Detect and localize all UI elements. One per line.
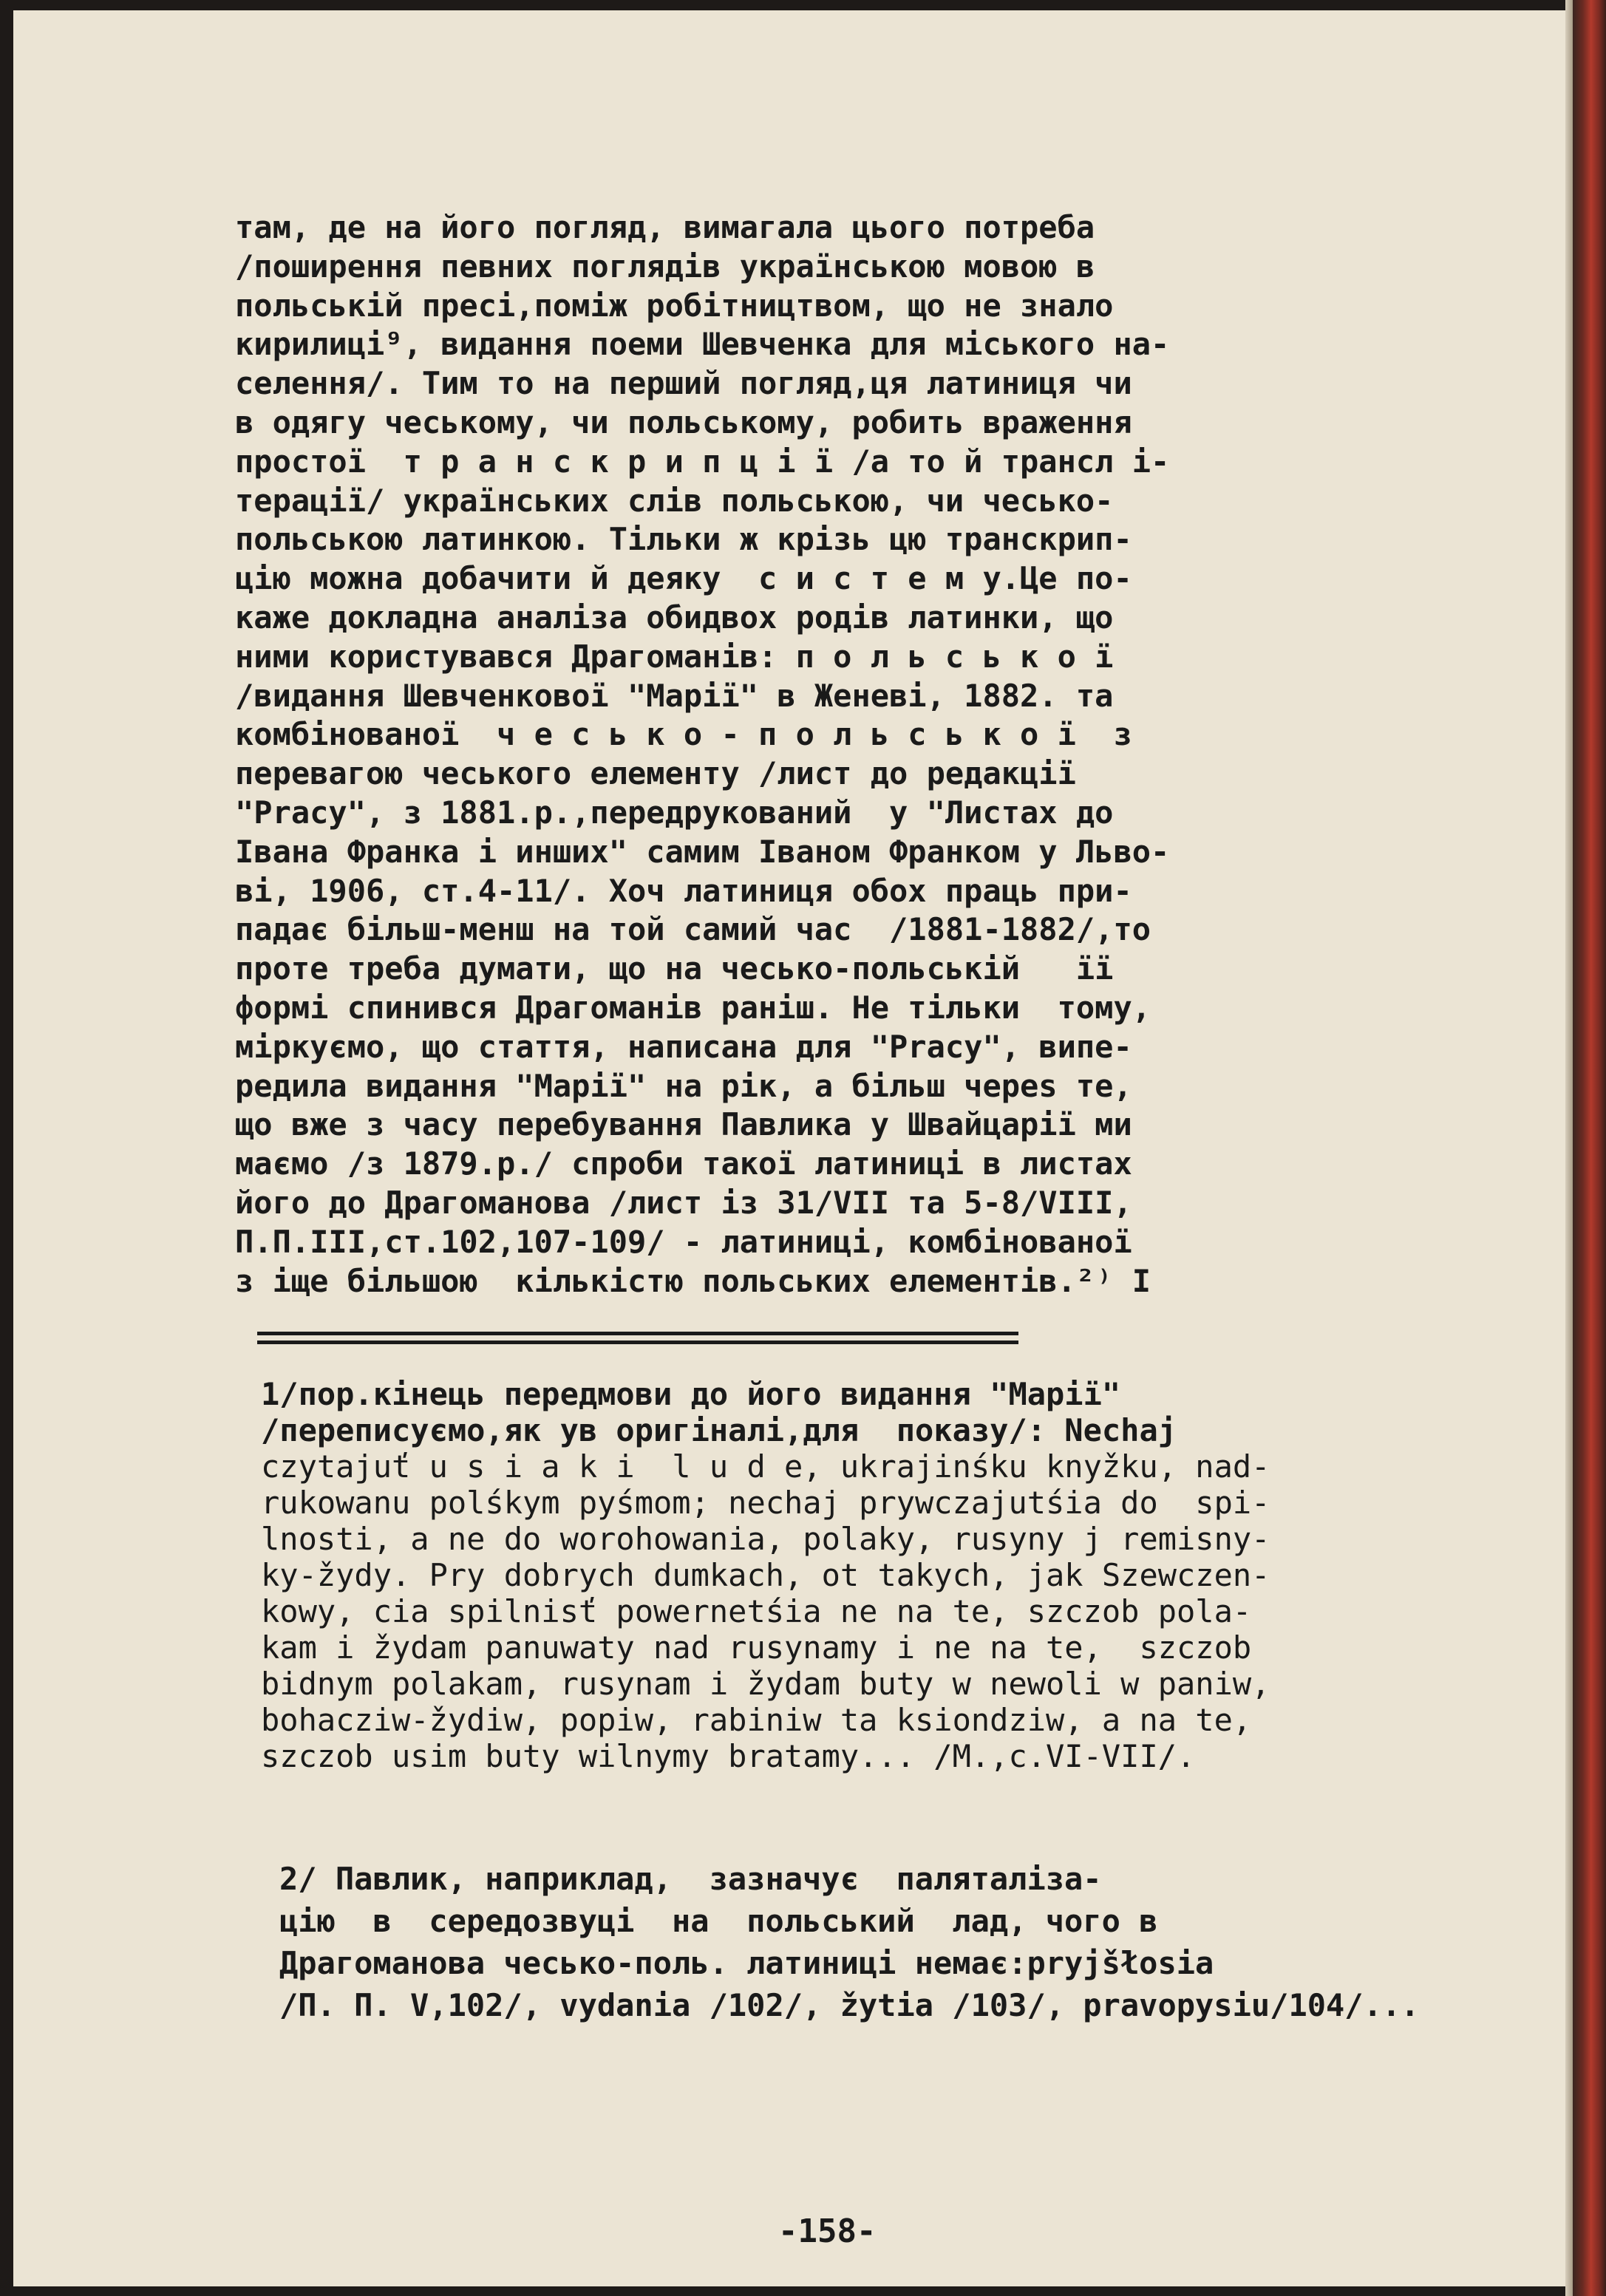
footnote-line: kowy, cia spilnisť powernetśia ne na te, szczob pola-	[261, 1593, 1252, 1629]
footnote-divider	[257, 1332, 1018, 1335]
footnote-line: Драгоманова чесько-поль. латиниці немає:pryjšłosia	[279, 1945, 1214, 1981]
footnote-line: lnosti, a ne do worohowania, polaky, rusyny j remisny-	[261, 1521, 1270, 1557]
footnote-line: bidnym polakam, rusynam i žydam buty w newoli w paniw,	[261, 1666, 1270, 1702]
footnote-line: 2/ Павлик, наприклад, зазначує паляталіза-	[279, 1861, 1102, 1897]
footnote-line: bohacziw-žydiw, popiw, rabiniw ta ksiondziw, a na te,	[261, 1702, 1252, 1738]
document-page	[13, 10, 1580, 2286]
text-line: редила видання "Марії" на рік, а більш череs те,	[235, 1067, 1132, 1104]
text-line: цію можна добачити й деяку с и с т е м у.Це по-	[235, 560, 1132, 597]
footnote-divider	[257, 1341, 1018, 1344]
footnote-line: /П. П. V,102/, vydania /102/, žytia /103/, pravopysiu/104/...	[279, 1987, 1420, 2023]
footnote-line: /переписуємо,як ув оригіналі,для показу/: Nechaj	[261, 1412, 1177, 1448]
text-line: терації/ українських слів польською, чи чесько-	[235, 482, 1114, 519]
text-line: падає більш-менш на той самий час /1881-1882/,то	[235, 911, 1151, 948]
text-line: ними користувався Драгоманів: п о л ь с ь к о ї	[235, 638, 1114, 675]
footnote-line: 1/пор.кінець передмови до його видання "Марії"	[261, 1376, 1121, 1412]
footnote-line: rukowanu polśkym pyśmom; nechaj prywczajutśia do spi-	[261, 1485, 1270, 1521]
text-line: маємо /з 1879.р./ спроби такої латиниці в листах	[235, 1145, 1132, 1182]
footnote-line: czytajuť u s i a k i l u d e, ukrajinśku knyžku, nad-	[261, 1448, 1270, 1485]
text-line: П.П.III,ст.102,107-109/ - латиниці, комбінованої	[235, 1223, 1132, 1260]
main-text-block	[235, 208, 1462, 1301]
book-binding	[1573, 0, 1606, 2296]
text-line: формі спинився Драгоманів раніш. Не тільки тому,	[235, 989, 1151, 1026]
footnote-2	[279, 1858, 1491, 2026]
footnote-line: szczob usim buty wilnymy bratamy... /М.,с.VI-VII/.	[261, 1738, 1196, 1774]
page-number: -158-	[778, 2212, 877, 2250]
text-line: комбінованої ч е с ь к о - п о л ь с ь к о ї з	[235, 716, 1132, 753]
text-line: що вже з часу перебування Павлика у Швайцарії ми	[235, 1106, 1132, 1143]
footnote-1	[261, 1376, 1473, 1774]
text-line: /видання Шевченкової "Марії" в Женеві, 1882. та	[235, 677, 1114, 714]
text-line: каже докладна аналіза обидвох родів латинки, що	[235, 599, 1114, 636]
text-line: перевагою чеського елементу /лист до редакції	[235, 755, 1076, 792]
text-line: проте треба думати, що на чесько-польській її	[235, 950, 1114, 987]
text-line: "Pracy", з 1881.р.,передрукований у "Листах до	[235, 794, 1114, 831]
footnote-line: цію в середозвуці на польський лад, чого в	[279, 1903, 1158, 1939]
text-line: там, де на його погляд, вимагала цього потреба	[235, 209, 1095, 245]
text-line: польській пресі,поміж робітництвом, що не знало	[235, 287, 1114, 324]
text-line: міркуємо, що стаття, написана для "Pracy", випе-	[235, 1028, 1132, 1065]
text-line: Івана Франка і инших" самим Іваном Франком у Льво-	[235, 833, 1170, 870]
footnote-line: ky-žydy. Pry dobrych dumkach, ot takych, jak Szewczen-	[261, 1557, 1270, 1593]
text-line: кирилиці⁹, видання поеми Шевченка для міського на-	[235, 326, 1170, 363]
text-line: з іще більшою кількістю польських елементів.²⁾ І	[235, 1262, 1151, 1299]
text-line: його до Драгоманова /лист із 31/VII та 5-8/VIII,	[235, 1184, 1132, 1221]
text-line: ві, 1906, ст.4-11/. Хоч латиниця обох праць при-	[235, 872, 1132, 909]
text-line: селення/. Тим то на перший погляд,ця латиниця чи	[235, 365, 1132, 402]
footnote-line: kam i žydam panuwaty nad rusynamy i ne na te, szczob	[261, 1629, 1252, 1666]
text-line: /поширення певних поглядів українською мовою в	[235, 248, 1095, 285]
text-line: в одягу чеському, чи польському, робить враження	[235, 403, 1132, 440]
text-line: простої т р а н с к р и п ц і ї /а то й трансл і-	[235, 443, 1170, 480]
page-edge	[1565, 0, 1573, 2296]
text-line: польською латинкою. Тільки ж крізь цю транскрип-	[235, 521, 1132, 558]
